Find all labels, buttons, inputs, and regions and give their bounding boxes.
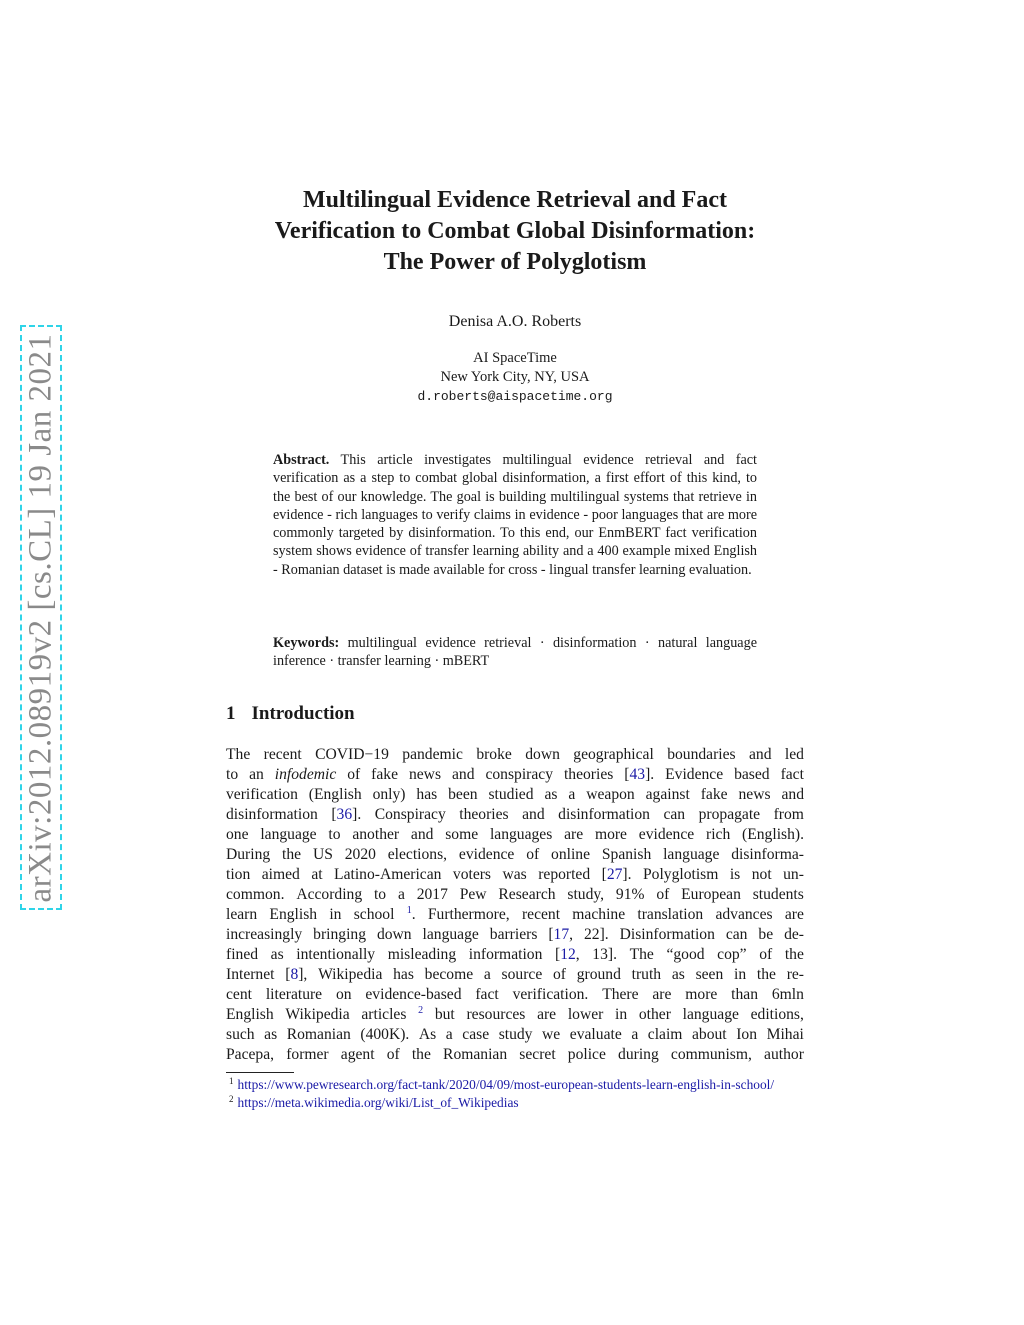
intro-word: is <box>729 866 741 883</box>
intro-word: conspiracy <box>485 766 553 783</box>
intro-word: as <box>270 946 284 963</box>
intro-word: 22]. <box>583 926 609 943</box>
intro-word: Spanish <box>601 846 652 863</box>
intro-line <box>226 805 804 825</box>
intro-word: theories <box>459 806 509 823</box>
intro-word: only) <box>372 786 406 803</box>
intro-word: [43]. <box>624 766 655 783</box>
intro-word: be <box>758 926 774 943</box>
intro-word: misleading <box>387 946 457 963</box>
intro-word: lower <box>567 1006 604 1023</box>
intro-word: become <box>424 966 474 983</box>
intro-word: language <box>663 846 720 863</box>
intro-word: of <box>347 766 361 783</box>
intro-word: There <box>602 986 639 1003</box>
intro-word: Mihai <box>766 1026 804 1043</box>
affiliation <box>200 349 830 406</box>
intro-word: disinforma- <box>731 846 804 863</box>
intro-word: Pacepa, <box>226 1046 275 1063</box>
paper-title <box>200 185 830 278</box>
intro-word: case <box>462 1026 490 1043</box>
intro-word: literature <box>265 986 323 1003</box>
intro-word: translation <box>637 906 704 923</box>
title-line: Verification to Combat Global Disinformation: <box>274 218 756 244</box>
intro-word: COVID−19 <box>315 746 389 763</box>
section-heading <box>226 703 355 725</box>
intro-line <box>226 825 804 845</box>
intro-word: barriers <box>489 926 538 943</box>
intro-word: recent <box>521 906 561 923</box>
arxiv-stamp <box>20 325 62 910</box>
intro-word: learn <box>226 906 258 923</box>
intro-word: voters <box>452 866 491 883</box>
intro-word: on <box>335 986 352 1003</box>
intro-word: machine <box>572 906 626 923</box>
intro-word: tion <box>226 866 251 883</box>
intro-word: online <box>551 846 591 863</box>
intro-word: news <box>408 766 442 783</box>
footnote <box>229 1076 774 1094</box>
intro-word: [36]. <box>331 806 362 823</box>
intro-word: English <box>226 1006 274 1023</box>
footnote-mark: 2 <box>229 1094 234 1104</box>
intro-word: the <box>282 846 302 863</box>
intro-word: against <box>645 786 690 803</box>
footnote-rule <box>226 1072 294 1073</box>
intro-word: geographical <box>573 746 654 763</box>
intro-word: of <box>552 966 566 983</box>
intro-word: intentionally <box>296 946 376 963</box>
intro-word: (400K). <box>360 1026 410 1043</box>
intro-word: elections, <box>387 846 448 863</box>
intro-word: [12, <box>554 946 580 963</box>
intro-line <box>226 785 804 805</box>
footnote-url-link[interactable]: https://www.pewresearch.org/fact-tank/2020/04/09/most-european-students-learn-english-in-school/ <box>237 1077 775 1092</box>
intro-word: The <box>629 946 654 963</box>
intro-word: $^1$. <box>406 905 416 923</box>
intro-word: disinformation <box>226 806 318 823</box>
intro-word: study, <box>567 886 605 903</box>
intro-word: pandemic <box>402 746 463 763</box>
intro-word: agent <box>340 1046 375 1063</box>
intro-word: Polyglotism <box>642 866 719 883</box>
intro-word: from <box>773 806 804 823</box>
intro-word: during <box>618 1046 659 1063</box>
intro-word: been <box>448 786 478 803</box>
intro-word: claim <box>647 1026 683 1043</box>
intro-word: at <box>311 866 323 883</box>
intro-word: resources <box>466 1006 526 1023</box>
intro-word: more <box>685 986 718 1003</box>
footnote <box>229 1094 774 1112</box>
citation-link[interactable]: 43 <box>629 766 646 783</box>
intro-word: languages <box>489 826 553 843</box>
intro-word: bringing <box>313 926 366 943</box>
intro-word: other <box>638 1006 671 1023</box>
intro-word: evidence <box>458 846 515 863</box>
intro-word: are <box>784 906 804 923</box>
intro-word: un- <box>783 866 804 883</box>
intro-word: propagate <box>698 806 761 823</box>
intro-word: to <box>373 886 387 903</box>
intro-word: of <box>386 1046 400 1063</box>
intro-word: “good <box>666 946 705 963</box>
intro-word: one <box>226 826 249 843</box>
intro-word: fake <box>371 766 399 783</box>
intro-word: and <box>410 826 434 843</box>
intro-word: the <box>411 1046 431 1063</box>
intro-word: fact <box>780 766 804 783</box>
intro-word: language <box>682 1006 739 1023</box>
intro-word: infodemic <box>274 766 337 783</box>
intro-word: verification <box>226 786 298 803</box>
intro-word: in <box>329 906 342 923</box>
intro-word: an <box>249 766 264 783</box>
intro-word: has <box>416 786 438 803</box>
intro-word: Wikipedia <box>285 1006 350 1023</box>
keywords-text: multilingual evidence retrieval · disinformation · natural language inference · transfer learning · mBERT <box>273 635 757 670</box>
intro-word: as <box>544 786 558 803</box>
intro-word: we <box>542 1026 561 1043</box>
intro-word: has <box>393 966 414 983</box>
intro-word: Furthermore, <box>427 906 510 923</box>
intro-word: a <box>483 966 491 983</box>
intro-word: Romanian <box>443 1046 508 1063</box>
intro-word: and <box>781 786 804 803</box>
intro-word: study <box>498 1026 533 1043</box>
intro-word: language <box>260 826 317 843</box>
intro-word: 6mln <box>771 986 804 1003</box>
intro-word: The <box>226 746 251 763</box>
intro-word: rich <box>706 826 731 843</box>
footnote-mark: 1 <box>229 1076 234 1086</box>
intro-word: seen <box>695 966 724 983</box>
intro-word: (English <box>308 786 362 803</box>
title-line: Multilingual Evidence Retrieval and Fact <box>303 187 727 213</box>
intro-word: broke <box>476 746 512 763</box>
intro-line <box>226 745 804 765</box>
intro-word: and <box>749 746 772 763</box>
footnote-ref-link[interactable]: 1 <box>406 905 412 916</box>
intro-line <box>226 765 804 785</box>
intro-word: [8], <box>285 966 308 983</box>
intro-word: another <box>352 826 400 843</box>
intro-line <box>226 905 804 925</box>
intro-word: than <box>731 986 759 1003</box>
intro-word: truth <box>631 966 662 983</box>
intro-word: verification. <box>512 986 589 1003</box>
intro-word: a <box>445 1026 453 1043</box>
intro-word: and <box>522 806 545 823</box>
intro-word: increasingly <box>226 926 303 943</box>
citation-link[interactable]: 17 <box>553 926 570 943</box>
intro-word: in <box>615 1006 628 1023</box>
intro-word: European <box>681 886 741 903</box>
intro-word: secret <box>519 1046 556 1063</box>
intro-word: led <box>784 746 804 763</box>
intro-word: Conspiracy <box>374 806 446 823</box>
intro-word: evidence-based <box>365 986 462 1003</box>
author-email: d.roberts@aispacetime.org <box>417 389 613 404</box>
intro-word: fact <box>475 986 499 1003</box>
intro-word: editions, <box>750 1006 804 1023</box>
intro-word: evaluate <box>569 1026 622 1043</box>
intro-word: According <box>296 886 363 903</box>
footnotes <box>229 1076 774 1112</box>
intro-word: Ion <box>736 1026 758 1043</box>
intro-word: English <box>269 906 318 923</box>
intro-word: as <box>264 1026 278 1043</box>
intro-word: disinformation <box>558 806 650 823</box>
intro-word: author <box>764 1046 804 1063</box>
affiliation-location: New York City, NY, USA <box>440 369 590 385</box>
intro-word: Internet <box>226 966 275 983</box>
abstract <box>273 451 757 579</box>
intro-word: cent <box>226 986 252 1003</box>
intro-word: Disinformation <box>619 926 715 943</box>
citation-link[interactable]: 36 <box>336 806 353 823</box>
intro-word: Wikipedia <box>318 966 383 983</box>
intro-word: can <box>663 806 686 823</box>
intro-word: of <box>759 946 773 963</box>
intro-line <box>226 1005 804 1025</box>
intro-word: articles <box>361 1006 407 1023</box>
intro-word: source <box>501 966 543 983</box>
section-title: Introduction <box>251 703 355 724</box>
intro-word: was <box>502 866 527 883</box>
intro-word: reported <box>538 866 591 883</box>
intro-line <box>226 865 804 885</box>
intro-word: Evidence <box>665 766 724 783</box>
intro-line <box>226 965 804 985</box>
citation-link[interactable]: 27 <box>606 866 623 883</box>
intro-word: are <box>564 826 584 843</box>
intro-word: theories <box>563 766 614 783</box>
intro-word: of <box>656 886 670 903</box>
intro-word: a <box>397 886 405 903</box>
intro-word: information <box>468 946 543 963</box>
intro-word: de- <box>784 926 804 943</box>
intro-word: Latino-American <box>334 866 442 883</box>
intro-word: a <box>568 786 576 803</box>
intro-word: recent <box>263 746 302 763</box>
intro-word: evidence <box>638 826 695 843</box>
intro-word: language <box>422 926 479 943</box>
intro-word: the <box>756 966 776 983</box>
footnote-url-link[interactable]: https://meta.wikimedia.org/wiki/List_of_Wikipedias <box>237 1095 519 1110</box>
intro-word: ground <box>576 966 621 983</box>
intro-word: are <box>537 1006 557 1023</box>
intro-word: [17, <box>548 926 574 943</box>
intro-word: 91% <box>615 886 645 903</box>
intro-word: school <box>353 906 395 923</box>
intro-word: Romanian <box>286 1026 351 1043</box>
intro-line <box>226 945 804 965</box>
affiliation-org: AI SpaceTime <box>473 350 557 366</box>
intro-word: as <box>671 966 685 983</box>
keywords-label: Keywords: <box>273 635 340 651</box>
intro-word <box>418 1005 423 1025</box>
intro-line <box>226 1025 804 1045</box>
section-number: 1 <box>226 703 236 724</box>
intro-word: to <box>226 766 239 783</box>
footnote-ref-link[interactable]: 2 <box>418 1005 424 1016</box>
intro-word: studied <box>488 786 534 803</box>
intro-word: police <box>567 1046 606 1063</box>
intro-word: fake <box>700 786 728 803</box>
intro-word: common. <box>226 886 285 903</box>
author-name: Denisa A.O. Roberts <box>448 313 582 330</box>
intro-word: fined <box>226 946 259 963</box>
intro-word: cop” <box>717 946 747 963</box>
intro-word: can <box>725 926 748 943</box>
intro-word: re- <box>786 966 804 983</box>
intro-word: some <box>445 826 479 843</box>
intro-word: such <box>226 1026 255 1043</box>
intro-line <box>226 1045 804 1065</box>
intro-word: (English). <box>742 826 804 843</box>
intro-word: 13]. <box>592 946 617 963</box>
intro-word: a <box>631 1026 639 1043</box>
intro-line <box>226 985 804 1005</box>
intro-word: boundaries <box>667 746 736 763</box>
intro-line <box>226 885 804 905</box>
intro-word: weapon <box>586 786 635 803</box>
intro-line <box>226 925 804 945</box>
intro-word: down <box>376 926 412 943</box>
keywords <box>273 634 757 671</box>
title-line: The Power of Polyglotism <box>383 249 647 275</box>
intro-word: in <box>734 966 747 983</box>
intro-word: of <box>526 846 540 863</box>
citation-link[interactable]: 8 <box>290 966 299 983</box>
intro-word: down <box>525 746 560 763</box>
intro-word: news <box>738 786 771 803</box>
intro-word: [27]. <box>601 866 632 883</box>
intro-word: 2020 <box>344 846 376 863</box>
intro-word: more <box>594 826 627 843</box>
intro-word: based <box>734 766 770 783</box>
intro-word: Pew <box>459 886 487 903</box>
intro-word: but <box>434 1006 455 1023</box>
intro-word: to <box>328 826 341 843</box>
intro-word: advances <box>715 906 773 923</box>
arxiv-id: arXiv:2012.08919v2 [cs.CL] 19 Jan 2021 <box>22 333 59 902</box>
intro-word: 2017 <box>416 886 448 903</box>
abstract-label: Abstract. <box>273 452 330 468</box>
intro-word: aimed <box>261 866 300 883</box>
intro-word: former <box>286 1046 329 1063</box>
citation-link[interactable]: 12 <box>560 946 576 963</box>
intro-word: During <box>226 846 271 863</box>
intro-word: and <box>451 766 475 783</box>
intro-word: Research <box>498 886 556 903</box>
intro-word: about <box>692 1026 727 1043</box>
intro-word: communism, <box>670 1046 752 1063</box>
intro-word: are <box>652 986 672 1003</box>
intro-word: As <box>418 1026 437 1043</box>
intro-word: US <box>312 846 333 863</box>
introduction-body <box>226 745 804 1065</box>
intro-word: not <box>751 866 772 883</box>
abstract-text: This article investigates multilingual evidence retrieval and fact verification as a step to combat global disinformation, a first effort of this kind, to the best of our knowledge. The goal is building multilingual systems that retrieve in evidence - rich languages to verify claims in evidence - poor languages that are more commonly targeted by disinformation. To this end, our EnmBERT fact verification system shows evidence of transfer learning ability and a 400 example mixed English - Romanian dataset is made available for cross - lingual transfer learning evaluation. <box>273 452 757 578</box>
intro-word: the <box>784 946 804 963</box>
intro-line <box>226 845 804 865</box>
intro-word: students <box>752 886 804 903</box>
